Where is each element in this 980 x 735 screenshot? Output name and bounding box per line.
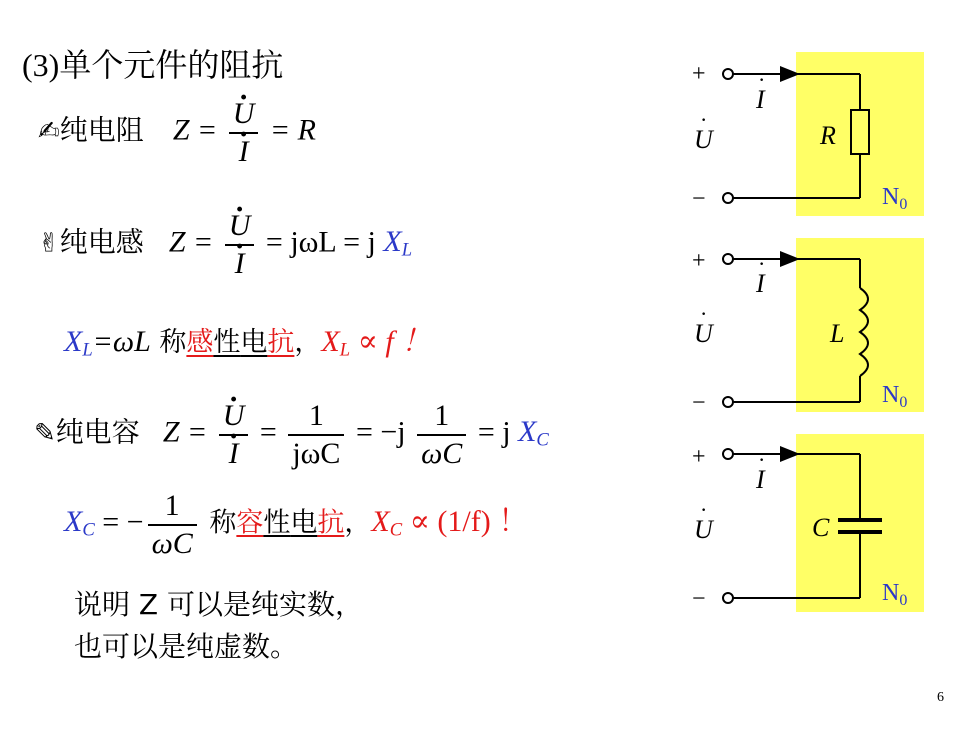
equals-j: = j (477, 415, 511, 449)
terminal (723, 593, 733, 603)
network-label: $N_0$ (882, 382, 908, 411)
slide-heading: (3)单个元件的阻抗 (22, 47, 284, 83)
voltage-current-fraction (229, 98, 259, 167)
terminal (723, 193, 733, 203)
impedance-symbol: Z = (162, 415, 208, 449)
current-label: I (756, 465, 765, 494)
element-label: L (830, 319, 845, 348)
impedance-symbol: Z = (168, 225, 214, 259)
minus-j: = −j (355, 415, 406, 449)
terminal (723, 449, 733, 459)
capacitor-label: 纯电容 (55, 415, 140, 449)
plus-terminal-label: + (692, 444, 706, 470)
writing-hand-icon: ✍ (38, 116, 60, 147)
one-over-wc: $\frac{1}{\omega C}$ (417, 400, 466, 469)
terminal (723, 397, 733, 407)
capacitor-circuit (692, 434, 924, 612)
dot-mark: · (700, 497, 708, 522)
victory-hand-icon: ✌ (38, 228, 60, 259)
voltage-label: U (694, 515, 713, 544)
xc-equals: = − (102, 505, 144, 539)
dot-mark: · (700, 301, 708, 326)
inductor-formula (38, 210, 412, 279)
voltage-label: U (694, 319, 713, 348)
plus-terminal-label: + (692, 248, 706, 274)
phasor-current: · I (235, 248, 245, 280)
capacitive-reactance-symbol: $X_C$ (518, 415, 549, 452)
page-number: 6 (937, 690, 944, 705)
writing-hand-icon: ✎ (34, 418, 56, 449)
equals-sign: = (259, 415, 277, 449)
phasor-voltage: · U (229, 210, 251, 242)
current-label: I (756, 85, 765, 114)
element-label: C (812, 513, 830, 542)
term-inductive-reactance: 感性电抗 (186, 327, 295, 358)
note-prefix: 称 (150, 327, 187, 358)
voltage-current-fraction (225, 210, 255, 279)
resistor-circuit (692, 52, 924, 216)
xl-proportional: $X_L \propto f$ ！ (321, 325, 432, 361)
summary-text (74, 584, 363, 668)
inductor-circuit (692, 238, 924, 416)
xl-definition: =ωL (92, 325, 151, 358)
network-label: $N_0$ (882, 580, 908, 609)
minus-terminal-label: − (692, 186, 706, 212)
phasor-voltage: · U (233, 98, 255, 130)
network-label: $N_0$ (882, 184, 908, 213)
element-label: R (820, 121, 836, 150)
minus-terminal-label: − (692, 390, 706, 416)
inductive-reactance-symbol: $X_L$ (383, 225, 413, 262)
summary-line-1: 说明 Z 可以是纯实数， (74, 588, 363, 621)
terminal (723, 254, 733, 264)
one-over-jwc: $\frac{1}{\text{jωC}}$ (288, 400, 344, 469)
dot-mark: · (700, 107, 708, 132)
resistor-formula (38, 98, 316, 167)
dot-mark: · (758, 251, 766, 276)
impedance-symbol: Z = (172, 113, 218, 147)
minus-terminal-label: − (692, 586, 706, 612)
voltage-current-fraction (219, 400, 249, 469)
dot-mark: · (758, 67, 766, 92)
resistor-label: 纯电阻 (59, 113, 144, 147)
xc-fraction: $\frac{1}{\omega C}$ (148, 490, 197, 559)
circuit-diagrams (680, 52, 930, 622)
term-capacitive-reactance: 容性电抗 (236, 507, 345, 539)
phasor-current: · I (239, 136, 249, 168)
inductor-jwl: = jωL = j (265, 225, 376, 259)
capacitor-formula (34, 400, 549, 469)
xc-symbol: $X_C$ (64, 505, 95, 542)
dot-mark: · (758, 447, 766, 472)
xl-symbol: $X_L$ (64, 325, 93, 361)
summary-line-2: 也可以是纯虚数。 (74, 630, 299, 663)
voltage-label: U (694, 125, 713, 154)
phasor-current: · I (229, 438, 239, 470)
inductive-reactance-note: $X_L=\omega L$ 称感性电抗，$X_L \propto f$ ！ (64, 325, 432, 361)
resistor-result: = R (269, 113, 316, 147)
current-label: I (756, 269, 765, 298)
plus-terminal-label: + (692, 61, 706, 87)
xc-proportional: $X_C \propto (1/f)$ ！ (371, 505, 529, 542)
terminal (723, 69, 733, 79)
note-prefix: 称 (200, 507, 237, 539)
capacitive-reactance-note: $X_C$ = − $\frac{1}{\omega C}$ 称容性电抗，$X_C \propto (1/f)$ ！ (64, 489, 529, 560)
inductor-label: 纯电感 (59, 225, 144, 259)
phasor-voltage: · U (223, 400, 245, 432)
